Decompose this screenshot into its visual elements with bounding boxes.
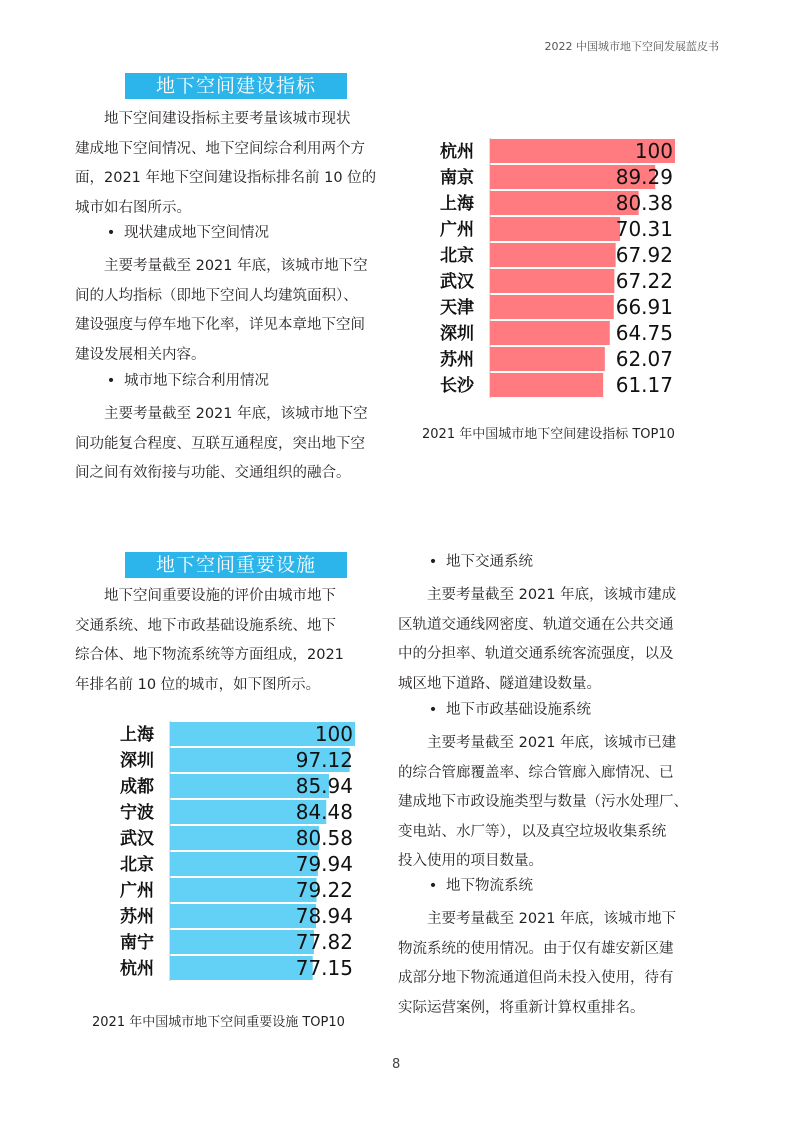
para-line: 建成地下市政设施类型与数量（污水处理厂、 bbox=[398, 794, 688, 810]
chart2-caption: 2021 年中国城市地下空间重要设施 TOP10 bbox=[92, 1015, 345, 1030]
value-label: 67.22 bbox=[615, 269, 673, 293]
bullet-underground-logistics bbox=[420, 875, 533, 897]
para-line: 建设发展相关内容。 bbox=[75, 346, 206, 363]
bullet-label: 现状建成地下空间情况 bbox=[124, 225, 269, 241]
category-label: 成都 bbox=[120, 777, 154, 797]
section1-intro-line: 建成地下空间情况、地下空间综合利用两个方 bbox=[75, 140, 365, 157]
category-label: 南宁 bbox=[120, 933, 154, 953]
bullet-label: 城市地下综合利用情况 bbox=[124, 373, 269, 389]
value-label: 85.94 bbox=[295, 774, 353, 798]
value-label: 67.92 bbox=[615, 243, 673, 267]
para-line: 主要考量截至 2021 年底，该城市地下空 bbox=[104, 258, 368, 274]
value-label: 80.38 bbox=[615, 191, 673, 215]
para-line: 建设强度与停车地下化率，详见本章地下空间 bbox=[75, 317, 365, 333]
para-line: 中的分担率、轨道交通系统客流强度，以及 bbox=[398, 646, 674, 662]
category-label: 苏州 bbox=[440, 350, 474, 370]
bullet-comprehensive-use bbox=[98, 370, 269, 392]
section2-para3 bbox=[398, 905, 712, 1023]
category-label: 武汉 bbox=[440, 272, 474, 292]
bullet-dot: • bbox=[428, 878, 438, 894]
category-label: 南京 bbox=[440, 168, 474, 188]
section1-intro-line: 面，2021 年地下空间建设指标排名前 10 位的 bbox=[75, 170, 377, 186]
value-label: 80.58 bbox=[295, 826, 353, 850]
para-line: 间的人均指标（即地下空间人均建筑面积）、 bbox=[75, 287, 358, 304]
category-label: 北京 bbox=[120, 855, 154, 875]
section1-para2 bbox=[75, 400, 397, 489]
bullet-dot: • bbox=[428, 554, 438, 570]
para-line: 的综合管廊覆盖率、综合管廊入廊情况、已 bbox=[398, 764, 674, 781]
bar-construction-9 bbox=[490, 373, 603, 397]
category-label: 长沙 bbox=[440, 376, 474, 396]
category-label: 深圳 bbox=[120, 751, 154, 771]
section2-para1 bbox=[398, 581, 712, 699]
value-label: 84.48 bbox=[295, 800, 353, 824]
value-label: 62.07 bbox=[615, 347, 673, 371]
para-line: 成部分地下物流通道但尚未投入使用，待有 bbox=[398, 970, 674, 986]
important-facilities-bar-chart bbox=[110, 721, 355, 986]
category-label: 深圳 bbox=[440, 324, 474, 344]
value-label: 89.29 bbox=[615, 165, 673, 189]
category-label: 杭州 bbox=[120, 959, 154, 979]
section1-intro-line: 城市如右图所示。 bbox=[75, 199, 191, 216]
bullet-label: 地下物流系统 bbox=[446, 878, 533, 894]
section2-intro bbox=[75, 582, 380, 700]
para-line: 间之间有效衔接与功能、交通组织的融合。 bbox=[75, 465, 351, 481]
section1-para1 bbox=[75, 252, 397, 370]
book-title-header: 2022 中国城市地下空间发展蓝皮书 bbox=[544, 40, 719, 53]
para-line: 主要考量截至 2021 年底，该城市地下 bbox=[427, 911, 677, 927]
section-title-construction-index: 地下空间建设指标 bbox=[125, 73, 347, 99]
section1-intro-line: 地下空间建设指标主要考量该城市现状 bbox=[104, 111, 351, 127]
category-label: 天津 bbox=[440, 298, 474, 318]
construction-index-bar-chart bbox=[430, 138, 680, 403]
para-line: 主要考量截至 2021 年底，该城市建成 bbox=[427, 587, 677, 603]
value-label: 70.31 bbox=[615, 217, 673, 241]
value-label: 66.91 bbox=[615, 295, 673, 319]
bullet-underground-transport bbox=[420, 551, 533, 573]
value-label: 77.15 bbox=[295, 956, 353, 980]
value-label: 77.82 bbox=[295, 930, 353, 954]
category-label: 广州 bbox=[440, 220, 474, 240]
value-label: 78.94 bbox=[295, 904, 353, 928]
bullet-dot: • bbox=[106, 373, 116, 389]
para-line: 主要考量截至 2021 年底，该城市地下空 bbox=[104, 406, 368, 422]
para-line: 间功能复合程度、互联互通程度，突出地下空 bbox=[75, 435, 365, 452]
bar-facilities-7 bbox=[170, 904, 316, 928]
bar-construction-3 bbox=[490, 217, 620, 241]
value-label: 100 bbox=[634, 139, 673, 163]
page-number: 8 bbox=[392, 1057, 401, 1072]
category-label: 广州 bbox=[120, 881, 154, 901]
para-line: 投入使用的项目数量。 bbox=[398, 853, 543, 869]
bar-construction-6 bbox=[490, 295, 614, 319]
category-label: 武汉 bbox=[120, 829, 154, 849]
bullet-municipal-infrastructure bbox=[420, 699, 591, 721]
bar-facilities-9 bbox=[170, 956, 313, 980]
value-label: 64.75 bbox=[615, 321, 673, 345]
chart1-caption: 2021 年中国城市地下空间建设指标 TOP10 bbox=[422, 427, 675, 442]
bar-construction-7 bbox=[490, 321, 610, 345]
category-label: 宁波 bbox=[120, 803, 154, 823]
para-line: 实际运营案例，将重新计算权重排名。 bbox=[398, 999, 645, 1016]
para-line: 物流系统的使用情况。由于仅有雄安新区建 bbox=[398, 940, 674, 957]
para-line: 主要考量截至 2021 年底，该城市已建 bbox=[427, 735, 677, 751]
section2-intro-line: 地下空间重要设施的评价由城市地下 bbox=[104, 588, 336, 604]
bar-facilities-6 bbox=[170, 878, 317, 902]
section2-intro-line: 年排名前 10 位的城市，如下图所示。 bbox=[75, 676, 321, 693]
section1-intro bbox=[75, 105, 397, 223]
bullet-dot: • bbox=[106, 225, 116, 241]
value-label: 79.22 bbox=[295, 878, 353, 902]
category-label: 上海 bbox=[440, 194, 474, 214]
section-title-important-facilities: 地下空间重要设施 bbox=[125, 552, 347, 578]
category-label: 上海 bbox=[120, 725, 154, 745]
bullet-label: 地下交通系统 bbox=[446, 554, 533, 570]
bullet-dot: • bbox=[428, 702, 438, 718]
bullet-existing-space bbox=[98, 222, 269, 244]
bar-construction-4 bbox=[490, 243, 616, 267]
value-label: 97.12 bbox=[295, 748, 353, 772]
para-line: 区轨道交通线网密度、轨道交通在公共交通 bbox=[398, 616, 674, 633]
category-label: 北京 bbox=[440, 246, 474, 266]
para-line: 变电站、水厂等），以及真空垃圾收集系统 bbox=[398, 823, 667, 840]
value-label: 61.17 bbox=[615, 373, 673, 397]
bullet-label: 地下市政基础设施系统 bbox=[446, 702, 591, 718]
section2-para2 bbox=[398, 729, 712, 877]
bar-construction-8 bbox=[490, 347, 605, 371]
value-label: 79.94 bbox=[295, 852, 353, 876]
category-label: 杭州 bbox=[440, 142, 474, 162]
value-label: 100 bbox=[314, 722, 353, 746]
section2-intro-line: 综合体、地下物流系统等方面组成，2021 bbox=[75, 647, 344, 663]
section2-intro-line: 交通系统、地下市政基础设施系统、地下 bbox=[75, 617, 336, 634]
para-line: 城区地下道路、隧道建设数量。 bbox=[398, 675, 601, 692]
bar-facilities-8 bbox=[170, 930, 314, 954]
bar-construction-5 bbox=[490, 269, 614, 293]
category-label: 苏州 bbox=[120, 907, 154, 927]
